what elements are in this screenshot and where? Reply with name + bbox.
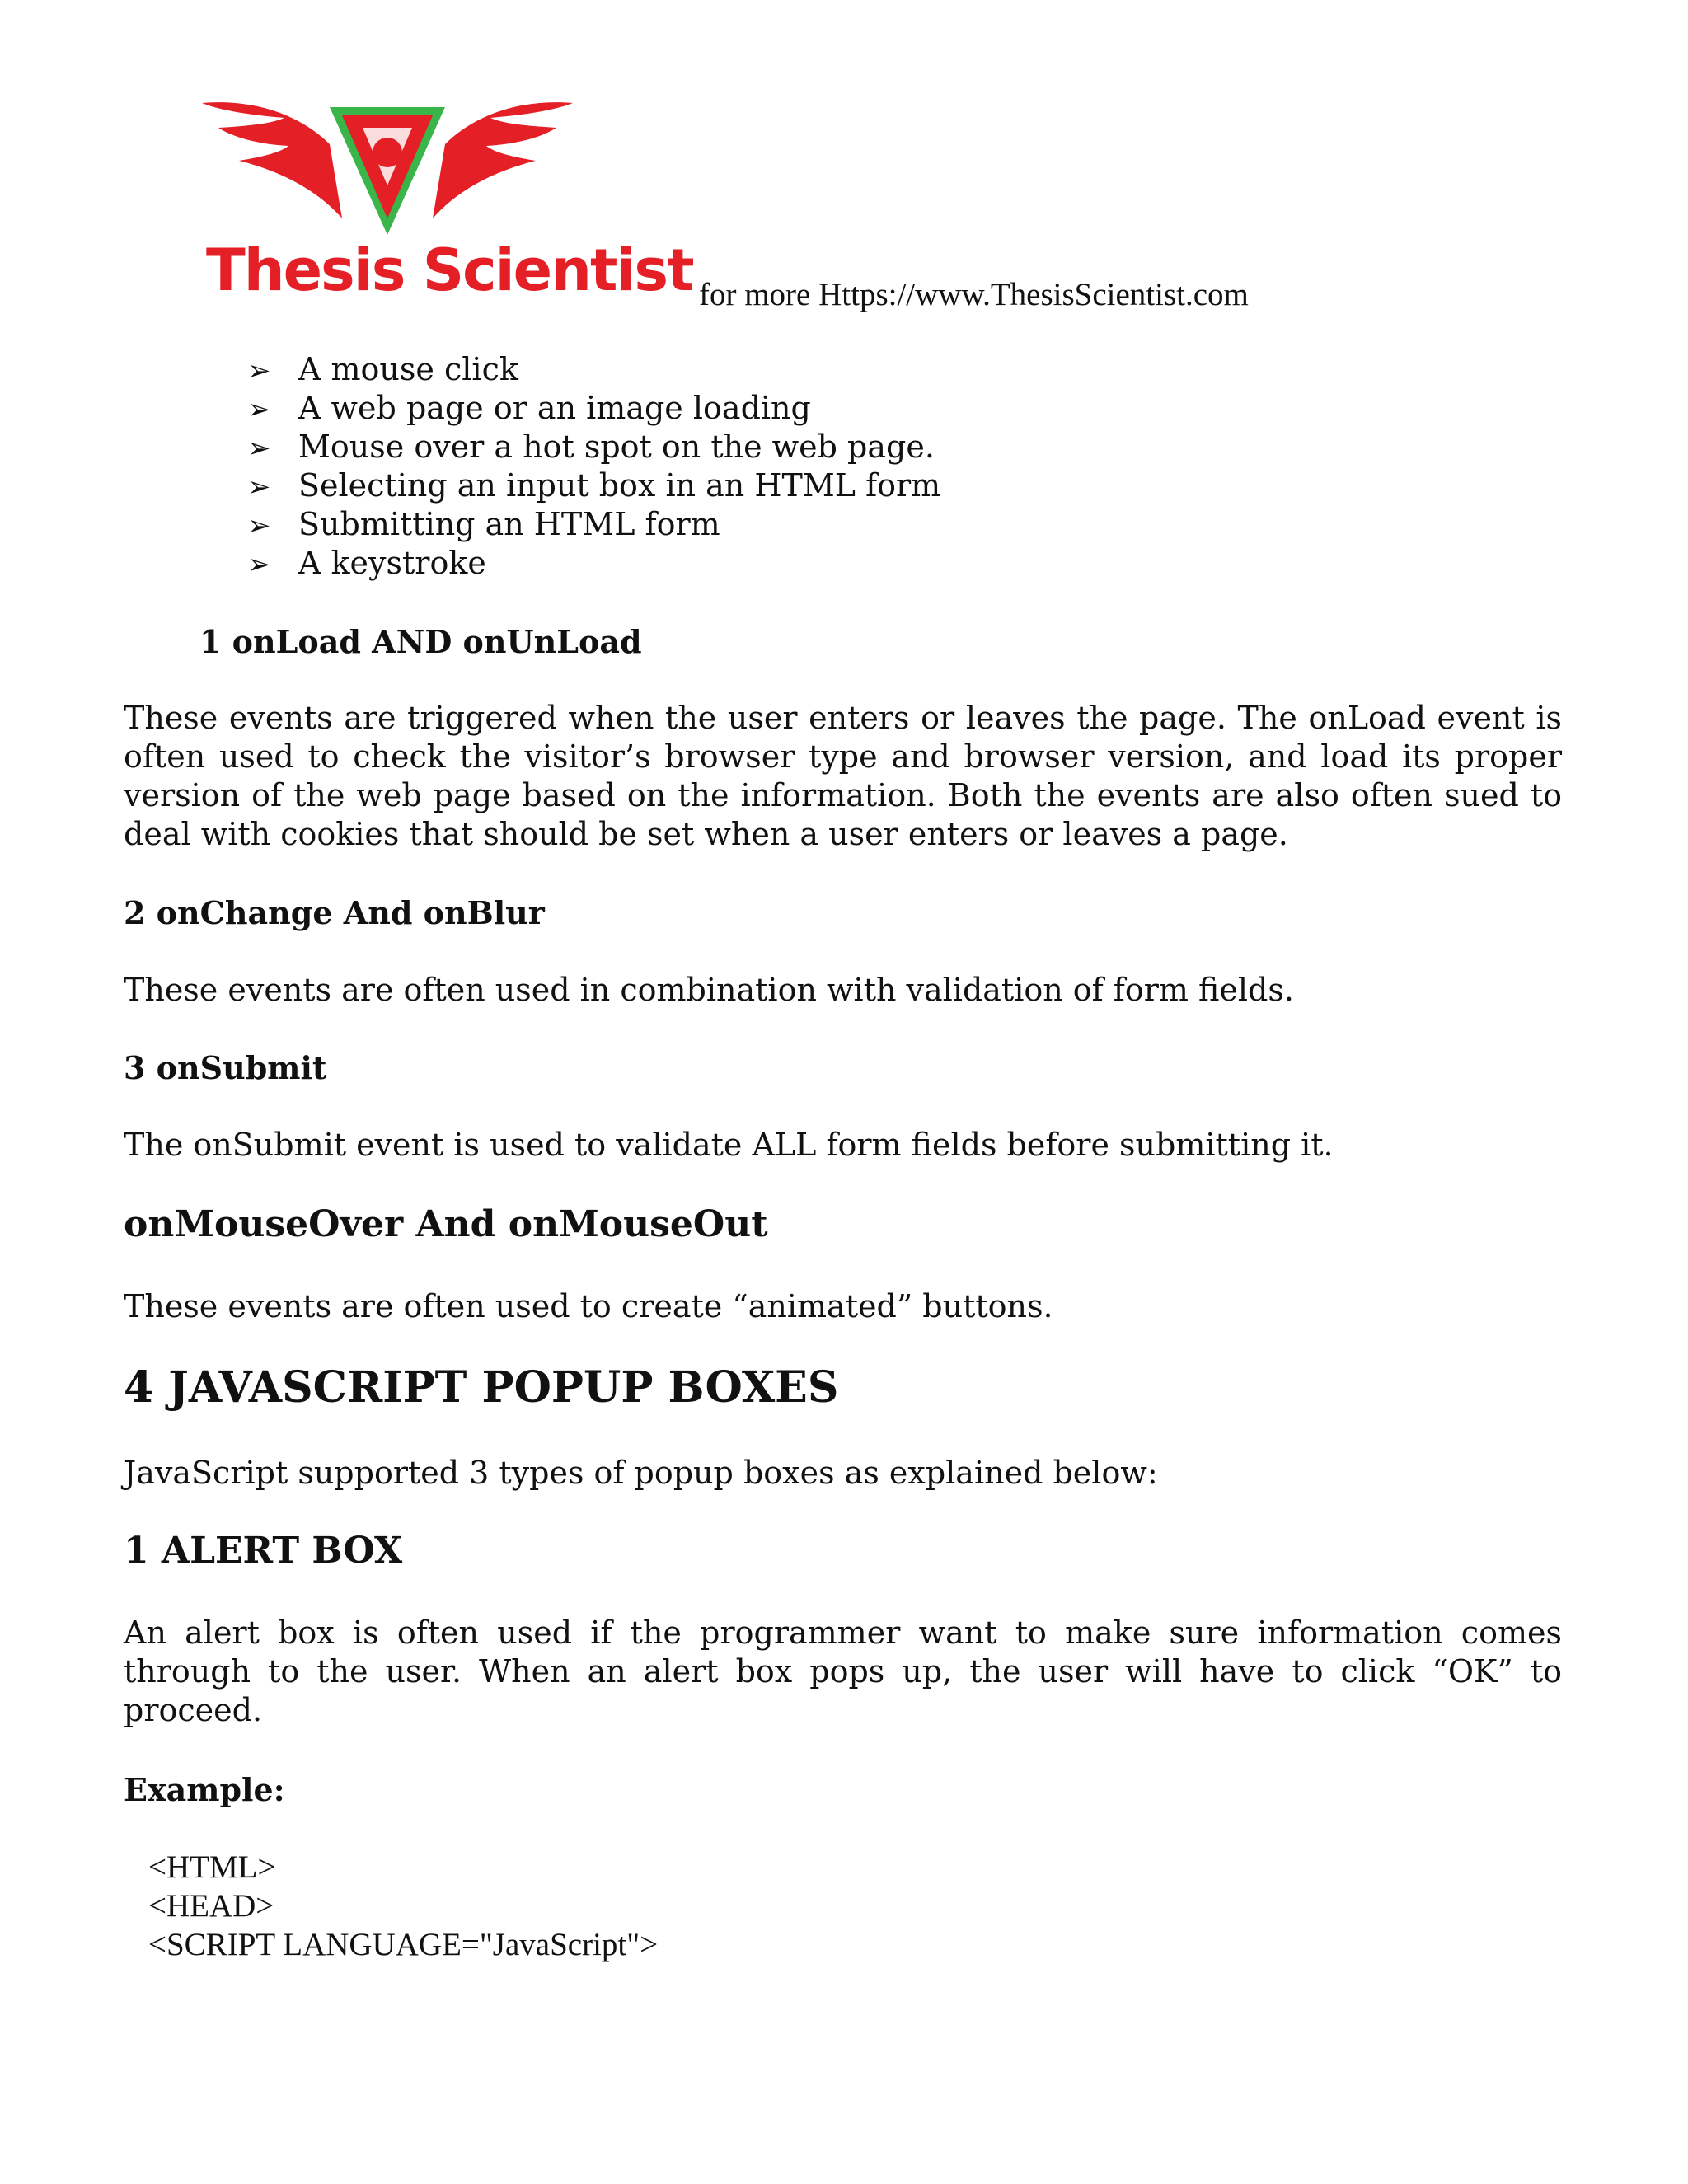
logo-brand-text: Thesis Scientist [206, 237, 693, 304]
section-heading-onmouseover: onMouseOver And onMouseOut [124, 1203, 768, 1245]
section-heading-onload: 1 onLoad AND onUnLoad [199, 623, 642, 660]
code-line: <SCRIPT LANGUAGE="JavaScript"> [148, 1927, 659, 1962]
list-item: ➢ A web page or an image loading [247, 389, 940, 428]
section-text-onchange: These events are often used in combination with validation of form fields. [124, 972, 1294, 1008]
thesis-scientist-logo [198, 95, 693, 317]
event-examples-list [247, 350, 940, 583]
arrow-bullet-icon: ➢ [247, 471, 271, 504]
section-heading-onsubmit: 3 onSubmit [124, 1049, 327, 1086]
list-item: ➢ Selecting an input box in an HTML form [247, 466, 940, 505]
example-label: Example: [124, 1771, 285, 1808]
website-link-text: for more Https://www.ThesisScientist.com [699, 277, 1249, 312]
section-text-onload: These events are triggered when the user enters or leaves the page. The onLoad event is often used to check the visitor’s browser type and browser version, and load its proper version of the web page based on the information. Both the events are also often sued to deal with cookies that should be set when a user enters or leaves a page. [124, 700, 1562, 852]
code-line: <HTML> [148, 1849, 276, 1885]
section-text-alert-box: An alert box is often used if the programmer want to make sure information comes through to the user. When an alert box pops up, the user will have to click “OK” to proceed. [124, 1615, 1562, 1728]
arrow-bullet-icon: ➢ [247, 393, 271, 426]
chapter-heading-popup-boxes: 4 JAVASCRIPT POPUP BOXES [124, 1362, 839, 1413]
list-item: ➢ A mouse click [247, 350, 940, 389]
arrow-bullet-icon: ➢ [247, 509, 271, 542]
winged-triangle-logo-icon [198, 95, 577, 239]
list-item: ➢ Mouse over a hot spot on the web page. [247, 428, 940, 466]
section-text-onmouseover: These events are often used to create “animated” buttons. [124, 1288, 1053, 1324]
arrow-bullet-icon: ➢ [247, 548, 271, 581]
section-text-onsubmit: The onSubmit event is used to validate ALL form fields before submitting it. [124, 1127, 1334, 1163]
list-item: ➢ A keystroke [247, 544, 940, 583]
arrow-bullet-icon: ➢ [247, 354, 271, 387]
arrow-bullet-icon: ➢ [247, 432, 271, 465]
list-item: ➢ Submitting an HTML form [247, 505, 940, 544]
chapter-intro-text: JavaScript supported 3 types of popup boxes as explained below: [124, 1455, 1158, 1491]
section-heading-onchange: 2 onChange And onBlur [124, 894, 545, 931]
section-heading-alert-box: 1 ALERT BOX [124, 1530, 403, 1572]
code-line: <HEAD> [148, 1888, 274, 1924]
